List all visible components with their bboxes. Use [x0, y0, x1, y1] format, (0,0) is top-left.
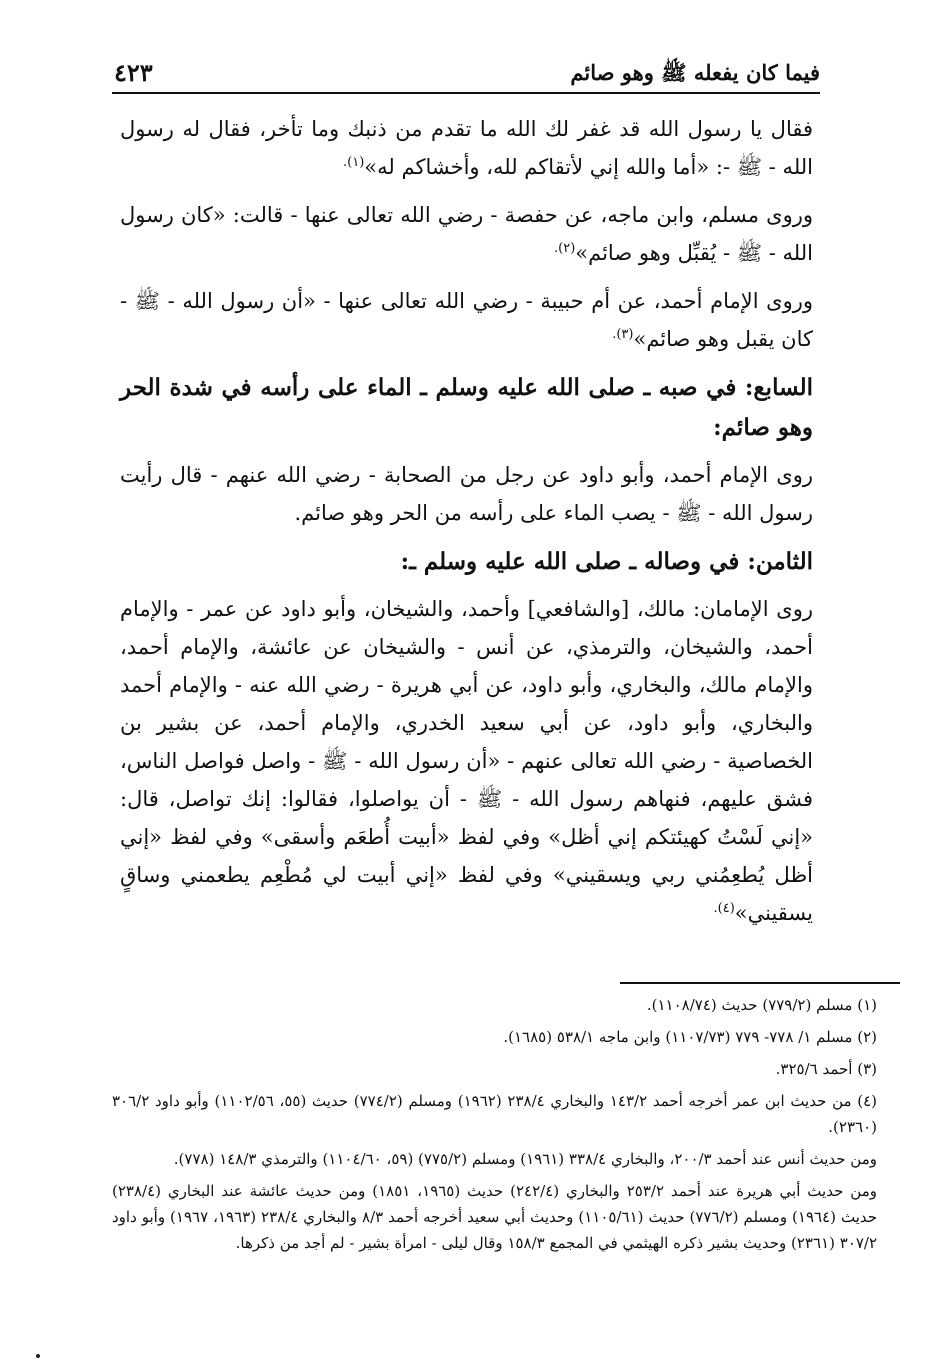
paragraph-2-text: وروى مسلم، وابن ماجه، عن حفصة - رضي الله تعالى عنها - قالت: «كان رسول الله - ﷺ - يُقبِّل وهو صائم»	[120, 203, 813, 265]
footnote-ref-1: (١).	[343, 155, 365, 170]
section-heading-seventh: السابع: في صبه ـ صلى الله عليه وسلم ـ الماء على رأسه في شدة الحر وهو صائم:	[120, 374, 813, 441]
scan-speck	[36, 1354, 40, 1358]
running-title: فيما كان يفعله ﷺ وهو صائم	[570, 60, 820, 85]
paragraph-3-text: وروى الإمام أحمد، عن أم حبيبة - رضي الله تعالى عنها - «أن رسول الله - ﷺ - كان يقبل وهو صائم»	[120, 289, 813, 351]
paragraph-3	[120, 282, 813, 358]
footnote-4-continued-abu-hurayra: ومن حديث أبي هريرة عند أحمد ٢٥٣/٢ والبخاري (٢٤٢/٤) حديث (١٩٦٥، ١٨٥١) ومن حديث عائشة عند البخاري (٢٣٨/٤) حديث (١٩٦٤) ومسلم (٧٧٦/٢) حديث (١١٠٥/٦١) وحديث أبي سعيد أخرجه أحمد ٨/٣ والبخاري ٢٣٨/٤ (١٩٦٣، ١٩٦٧) وأبو داود ٣٠٧/٢ (٢٣٦١) وحديث بشير ذكره الهيثمي في المجمع ١٥٨/٣ وقال ليلى - امرأة بشير - لم أجد من ذكرها.	[112, 1182, 878, 1252]
footnote-4: (٤) من حديث ابن عمر أخرجه أحمد ١٤٣/٢ والبخاري ٢٣٨/٤ (١٩٦٢) ومسلم (٧٧٤/٢) حديث (٥٥، ١١٠٢/٥٦) وأبو داود ٣٠٦/٢ (٢٣٦٠).	[112, 1092, 877, 1136]
footnote-ref-2: (٢).	[553, 241, 576, 256]
footnote-4-continued-anas: ومن حديث أنس عند أحمد ٢٠٠/٣، والبخاري ٣٣٨/٤ (١٩٦١) ومسلم (٧٧٥/٢) (٥٩، ١١٠٤/٦٠) والترمذي ١٤٨/٣ (٧٧٨).	[173, 1150, 877, 1168]
paragraph-5-text: روى الإمامان: مالك، [والشافعي] وأحمد، والشيخان، وأبو داود عن عمر - والإمام أحمد، والشيخان، والترمذي، عن أنس - والشيخان عن عائشة، والإمام أحمد، والإمام مالك، والبخاري، وأبو داود، عن أبي هريرة - رضي الله عنه - والإمام أحمد والبخاري، وأبو داود، عن أبي سعيد الخدري، والإمام أحمد، عن بشير بن الخصاصية - رضي الله تعالى عنهم - «أن رسول الله - ﷺ - واصل فواصل الناس، فشق عليهم، فنهاهم رسول الله - ﷺ - أن يواصلوا، فقالوا: إنك تواصل، قال: «إني لَسْتُ كهيئتكم إني أظل» وفي لفظ «أبيت أُطعَم وأسقى» وفي لفظ «إني أظل يُطعِمُني ربي ويسقيني» وفي لفظ «إني أبيت لي مُطْعِم يطعمني وساقٍ يسقيني»	[120, 597, 813, 925]
paragraph-5	[120, 590, 813, 932]
section-heading-eighth: الثامن: في وصاله ـ صلى الله عليه وسلم ـ:	[400, 548, 813, 575]
footnote-3: (٣) أحمد ٣٢٥/٦.	[775, 1060, 877, 1078]
paragraph-1-text: فقال يا رسول الله قد غفر لك الله ما تقدم من ذنبك وما تأخر، فقال له رسول الله - ﷺ -: «أما والله إني لأتقاكم لله، وأخشاكم له»	[120, 117, 813, 179]
page-number: ٤٢٣	[114, 58, 153, 87]
paragraph-4	[120, 456, 813, 532]
paragraph-4-text: روى الإمام أحمد، وأبو داود عن رجل من الصحابة - رضي الله عنهم - قال رأيت رسول الله - ﷺ - يصب الماء على رأسه من الحر وهو صائم.	[120, 463, 813, 525]
main-text	[120, 110, 813, 942]
paragraph-1	[120, 110, 813, 186]
footnote-separator	[620, 982, 900, 984]
paragraph-2	[120, 196, 813, 272]
footnotes	[112, 992, 877, 1262]
page-header	[112, 52, 820, 94]
footnote-1: (١) مسلم (٧٧٩/٢) حديث (١١٠٨/٧٤).	[646, 996, 877, 1014]
footnote-2: (٢) مسلم ١/ ٧٧٨- ٧٧٩ (١١٠٧/٧٣) وابن ماجه ٥٣٨/١ (١٦٨٥).	[503, 1028, 877, 1046]
footnote-ref-4: (٤).	[713, 901, 735, 916]
footnote-ref-3: (٣).	[612, 327, 634, 342]
